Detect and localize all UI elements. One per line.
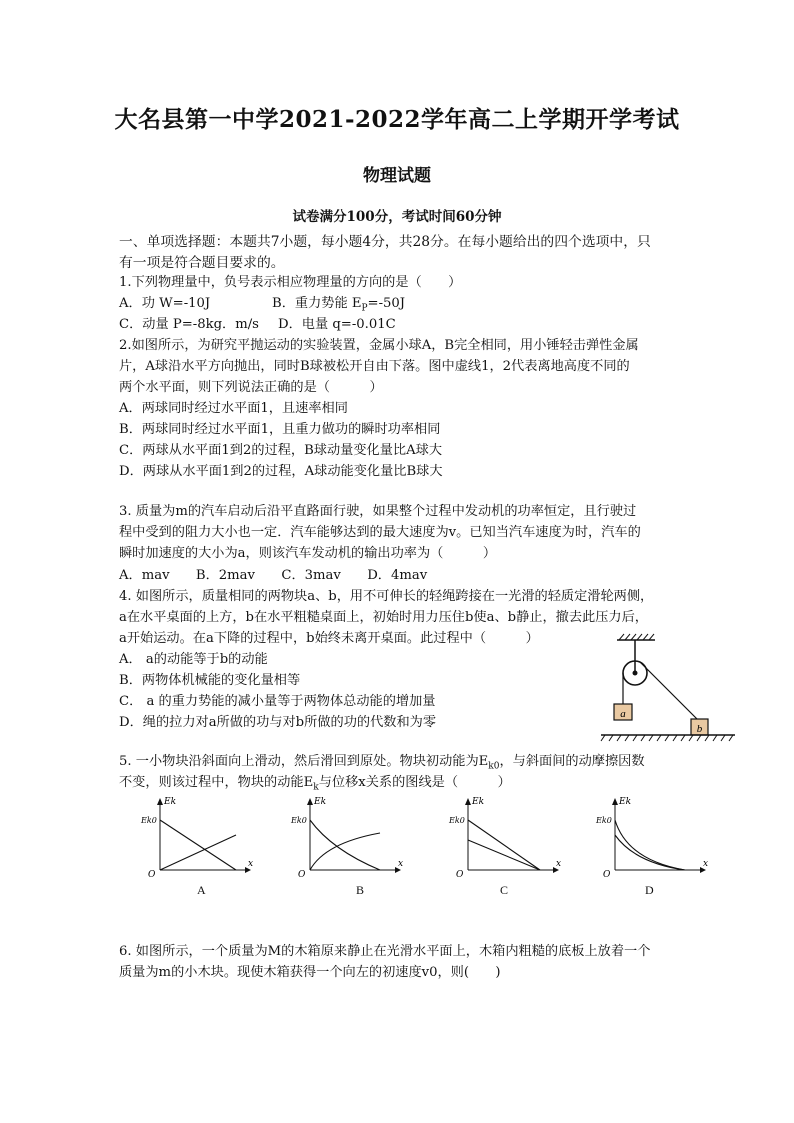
q4-option-c: C． a 的重力势能的减小量等于两物体总动能的增加量	[119, 694, 436, 709]
q2-line-3: 两个水平面，则下列说法正确的是（ ）	[119, 380, 383, 395]
section-line-1: 一、单项选择题：本题共7小题，每小题4分，共28分。在每小题给出的四个选项中，只	[119, 234, 651, 250]
svg-text:O: O	[456, 870, 464, 880]
q2-line-2: 片，A球沿水平方向抛出，同时B球被松开自由下落。图中虚线1，2代表离地高度不同的	[119, 359, 630, 374]
q2-option-c: C．两球从水平面1到2的过程，B球动量变化量比A球大	[119, 443, 443, 458]
pulley-diagram	[595, 630, 740, 745]
block-b-label: b	[696, 723, 703, 735]
q4-line-1: 4. 如图所示，质量相同的两物块a、b，用不可伸长的轻绳跨接在一光滑的轻质定滑轮两侧，	[119, 589, 654, 604]
q4-option-a: A． a的动能等于b的动能	[119, 652, 268, 667]
graph-c-label: C	[500, 883, 509, 897]
q1-option-c: C．动量 P=-8kg．m/s	[119, 317, 259, 332]
q2-option-d: D．两球从水平面1到2的过程，A球动能变化量比B球大	[119, 464, 443, 479]
exam-subtitle: 物理试题	[363, 166, 431, 186]
svg-text:x: x	[398, 859, 404, 869]
graph-b-label: B	[356, 883, 365, 897]
svg-text:Ek0: Ek0	[449, 816, 465, 825]
svg-text:Ek0: Ek0	[596, 816, 612, 825]
q1-option-b: B．重力势能 $E_P=-50J$	[272, 296, 406, 314]
q1-option-a: A．功 W=-10J	[119, 296, 211, 311]
graph-d-label: D	[645, 883, 654, 897]
svg-text:Ek: Ek	[619, 797, 632, 807]
q3-line-3: 瞬时加速度的大小为a，则该汽车发动机的输出功率为（ ）	[119, 546, 497, 561]
q2-line-1: 2.如图所示，为研究平抛运动的实验装置，金属小球A，B完全相同，用小锤轻击弹性金属	[119, 338, 639, 353]
q4-line-2: a在水平桌面的上方，b在水平粗糙桌面上，初始时用力压住b使a、b静止，撤去此压力后，	[119, 610, 648, 625]
q6-line-2: 质量为m的小木块。现使木箱获得一个向左的初速度v0，则( )	[119, 965, 501, 980]
svg-text:O: O	[603, 870, 611, 880]
block-a-label: a	[620, 708, 626, 720]
graph-b	[290, 795, 410, 900]
q2-option-a: A．两球同时经过水平面1，且速率相同	[119, 401, 348, 416]
exam-title: 大名县第一中学2021-2022学年高二上学期开学考试	[114, 106, 680, 133]
svg-text:x: x	[703, 859, 709, 869]
q1-option-d: D．电量 q=-0.01C	[278, 317, 396, 332]
svg-text:O: O	[148, 870, 156, 880]
exam-info: 试卷满分100分，考试时间60分钟	[292, 209, 502, 225]
q3-options: A．mav B．2mav C．3mav D．4mav	[119, 568, 428, 583]
svg-text:Ek: Ek	[472, 797, 485, 807]
svg-text:Ek0: Ek0	[291, 816, 307, 825]
q1-stem: 1.下列物理量中，负号表示相应物理量的方向的是（ ）	[119, 275, 462, 290]
q3-line-1: 3. 质量为m的汽车启动后沿平直路面行驶，如果整个过程中发动机的功率恒定，且行驶过	[119, 504, 637, 519]
svg-text:Ek0: Ek0	[141, 816, 157, 825]
q4-line-3: a开始运动。在a下降的过程中，b始终未离开桌面。此过程中（ ）	[119, 631, 539, 646]
svg-text:Ek: Ek	[164, 797, 177, 807]
svg-text:x: x	[556, 859, 562, 869]
q4-option-b: B．两物体机械能的变化量相等	[119, 673, 301, 688]
q3-line-2: 程中受到的阻力大小也一定．汽车能够达到的最大速度为v。已知当汽车速度为时，汽车的	[119, 525, 641, 540]
q4-option-d: D．绳的拉力对a所做的功与对b所做的功的代数和为零	[119, 715, 437, 730]
q5-line-1: 5. 一小物块沿斜面向上滑动，然后滑回到原处。物块初动能为$E_{k0}$，与斜面间的动摩擦因数	[119, 754, 645, 772]
q6-line-1: 6. 如图所示，一个质量为M的木箱原来静止在光滑水平面上，木箱内粗糙的底板上放着一个	[119, 944, 651, 959]
graph-a-label: A	[197, 883, 206, 897]
svg-text:x: x	[248, 859, 254, 869]
svg-text:Ek: Ek	[314, 797, 327, 807]
q2-option-b: B．两球同时经过水平面1，且重力做功的瞬时功率相同	[119, 422, 441, 437]
graph-d	[595, 795, 715, 900]
section-line-2: 有一项是符合题目要求的。	[119, 255, 285, 271]
svg-text:O: O	[298, 870, 306, 880]
q5-line-2: 不变，则该过程中，物块的动能$E_k$与位移x关系的图线是（ ）	[119, 775, 511, 793]
